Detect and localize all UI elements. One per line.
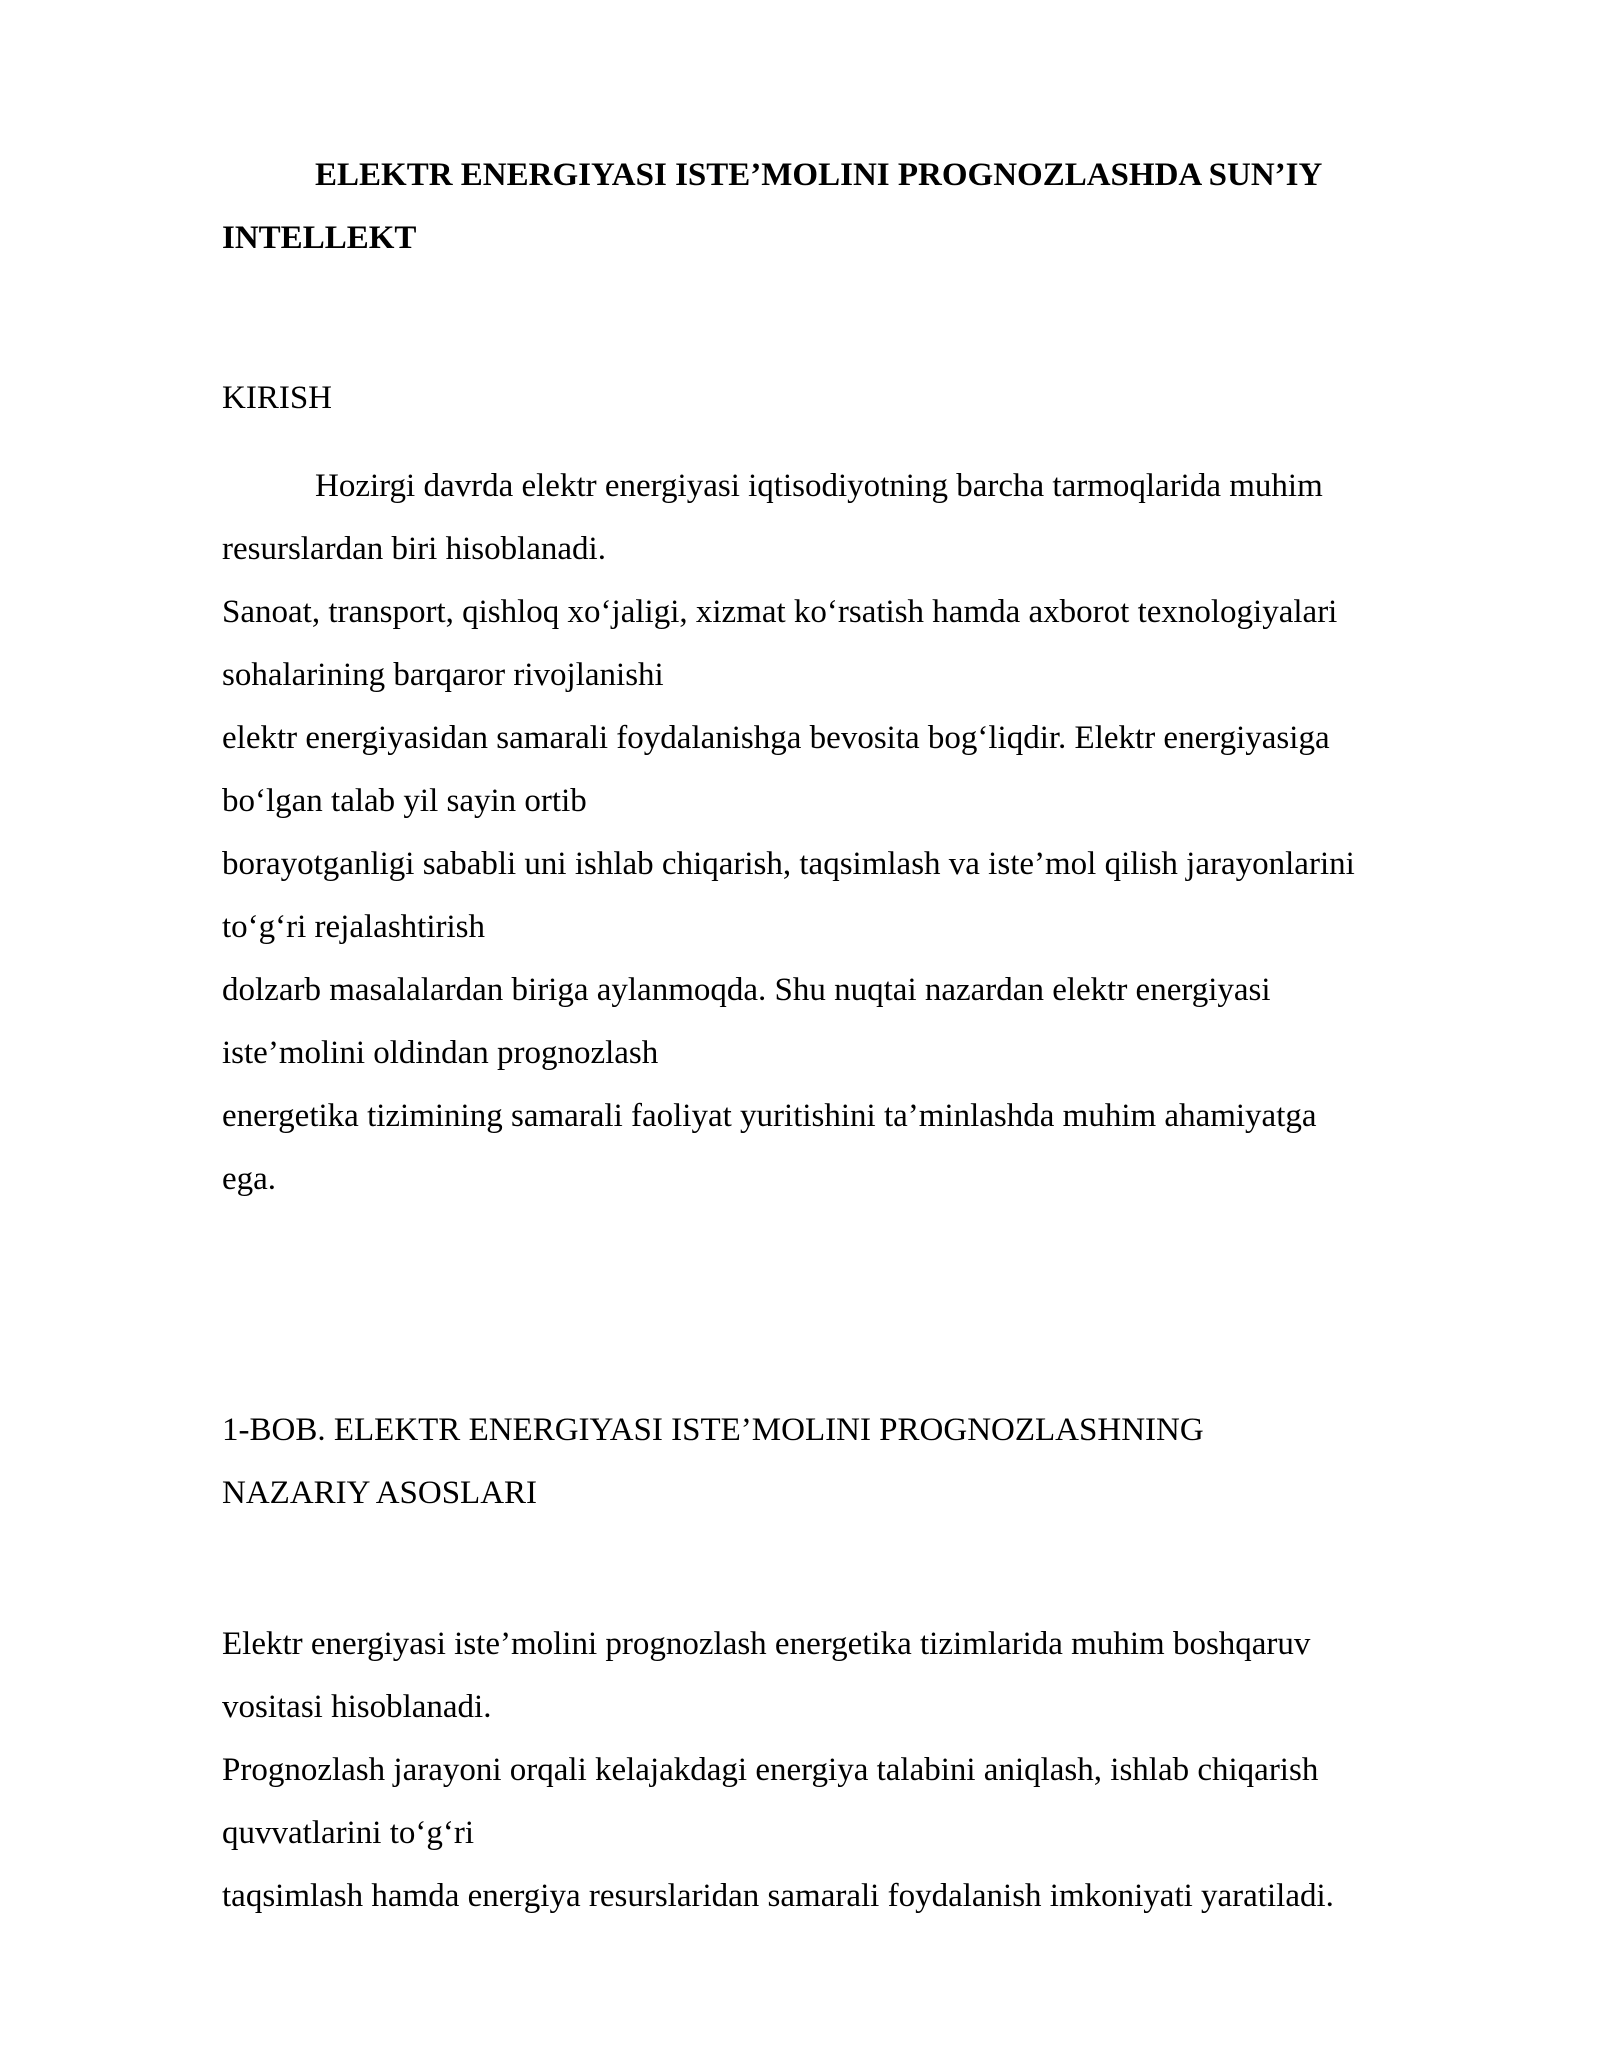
paragraph-line: to‘g‘ri rejalashtirish bbox=[222, 909, 486, 945]
section-heading-kirish bbox=[222, 367, 1482, 430]
section-heading-text: NAZARIY ASOSLARI bbox=[222, 1475, 538, 1511]
paragraph-line: iste’molini oldindan prognozlash bbox=[222, 1035, 659, 1071]
intro-paragraph bbox=[222, 455, 1482, 1211]
section-heading-bob1 bbox=[222, 1399, 1482, 1525]
paragraph-line: dolzarb masalalardan biriga aylanmoqda. Shu nuqtai nazardan elektr energiyasi bbox=[222, 972, 1271, 1008]
paragraph-line: elektr energiyasidan samarali foydalanishga bevosita bog‘liqdir. Elektr energiyasiga bbox=[222, 720, 1330, 756]
section-heading-text: 1-BOB. ELEKTR ENERGIYASI ISTE’MOLINI PROGNOZLASHNING bbox=[222, 1412, 1204, 1448]
paragraph-line: energetika tizimining samarali faoliyat yuritishini ta’minlashda muhim ahamiyatga bbox=[222, 1098, 1317, 1134]
paragraph-line: ega. bbox=[222, 1161, 277, 1197]
paragraph-line: resurslardan biri hisoblanadi. bbox=[222, 531, 606, 567]
paragraph-line: quvvatlarini to‘g‘ri bbox=[222, 1815, 475, 1851]
document-title bbox=[222, 144, 1482, 270]
title-line: INTELLEKT bbox=[222, 220, 417, 256]
paragraph-line: borayotganligi sababli uni ishlab chiqarish, taqsimlash va iste’mol qilish jarayonlarini bbox=[222, 846, 1355, 882]
title-line: ELEKTR ENERGIYASI ISTE’MOLINI PROGNOZLASHDA SUN’IY bbox=[315, 157, 1323, 193]
section-heading-text: KIRISH bbox=[222, 380, 333, 416]
paragraph-line: Sanoat, transport, qishloq xo‘jaligi, xizmat ko‘rsatish hamda axborot texnologiyalari bbox=[222, 594, 1338, 630]
bob1-paragraph bbox=[222, 1613, 1482, 1928]
paragraph-line: bo‘lgan talab yil sayin ortib bbox=[222, 783, 587, 819]
document-content bbox=[222, 144, 1482, 1928]
paragraph-line: Prognozlash jarayoni orqali kelajakdagi energiya talabini aniqlash, ishlab chiqarish bbox=[222, 1752, 1319, 1788]
paragraph-line: taqsimlash hamda energiya resurslaridan samarali foydalanish imkoniyati yaratiladi. bbox=[222, 1878, 1334, 1914]
paragraph-line: vositasi hisoblanadi. bbox=[222, 1689, 492, 1725]
paragraph-line: sohalarining barqaror rivojlanishi bbox=[222, 657, 664, 693]
paragraph-line: Elektr energiyasi iste’molini prognozlash energetika tizimlarida muhim boshqaruv bbox=[222, 1626, 1311, 1662]
paragraph-line: Hozirgi davrda elektr energiyasi iqtisodiyotning barcha tarmoqlarida muhim bbox=[315, 468, 1323, 504]
